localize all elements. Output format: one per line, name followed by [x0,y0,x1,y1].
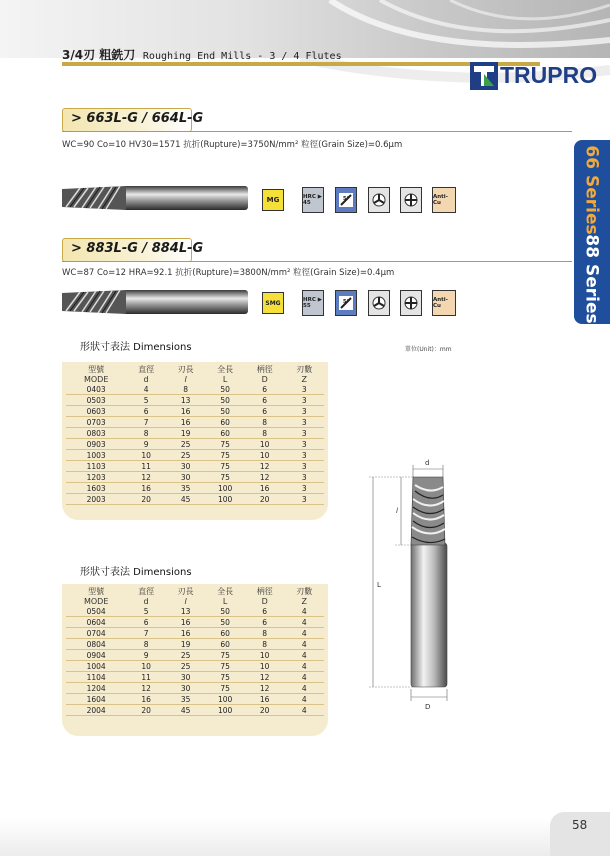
table-cell: 1104 [86,672,106,682]
table-cell: 60 [220,428,230,438]
svg-text:5°: 5° [343,196,349,202]
svg-text:L: L [377,581,381,589]
table-cell: 75 [220,472,230,482]
table-row [66,483,324,494]
table-2-title: 形狀寸表法 Dimensions [80,567,192,578]
table-cell: 4 [301,661,307,671]
table-cell: 1204 [86,683,106,693]
table-2 [66,584,324,716]
table-cell: 3 [301,494,307,504]
four-flute-icon [400,290,422,316]
table-cell: 16 [141,694,151,704]
table-cell: 50 [220,617,230,627]
table-cell: 25 [180,439,191,449]
table-row [66,417,324,428]
table-cell: 3 [301,406,307,416]
table-cell: 4 [301,606,307,616]
table-row [66,494,324,505]
model-spec-1: WC=90 Co=10 HV30=1571 抗折(Rupture)=3750N/mm² 粒徑(Grain Size)=0.6µm [62,140,403,150]
table-cell: 1004 [86,661,106,671]
table-cell: 12 [259,672,270,682]
table-cell: 3 [301,428,307,438]
table-cell: 60 [220,417,230,427]
table-cell: 30 [180,461,191,471]
table-cell: 100 [217,494,233,504]
table-cell: 13 [180,606,191,616]
helix-angle-icon [335,290,357,316]
table-cell: 8 [262,417,268,427]
table-cell: 4 [301,617,307,627]
table-cell: 25 [180,661,191,671]
table-cell: 1103 [86,461,106,471]
table-cell: 12 [259,472,270,482]
table-cell: 6 [262,395,268,405]
column-header [205,362,245,384]
table-1 [66,362,324,505]
table-cell: 1604 [86,694,106,704]
table-cell: 6 [143,406,149,416]
table-row [66,439,324,450]
trupro-logo-icon [470,62,498,90]
table-cell: 6 [262,384,268,394]
end-mill-image-1 [60,183,250,213]
series-66-label: 66 Series [582,145,602,235]
table-row [66,384,324,395]
table-cell: 50 [220,606,230,616]
table-cell: 0703 [86,417,106,427]
column-header [66,584,126,606]
table-cell: 100 [217,705,233,715]
header-cn: 柄徑 [256,587,273,596]
header-en: Z [301,597,307,606]
table-cell: 11 [141,461,151,471]
table-row [66,428,324,439]
table-cell: 16 [259,694,270,704]
page-title [62,46,342,63]
table-cell: 50 [220,395,230,405]
table-cell: 0504 [86,606,106,616]
column-header [66,362,126,384]
table-cell: 3 [301,395,307,405]
table-cell: 4 [301,694,307,704]
table-cell: 10 [259,661,270,671]
header-en: d [143,375,149,384]
title-main: 3/4刃 粗銑刀 [62,48,136,62]
table-row [66,672,324,683]
table-cell: 45 [180,705,191,715]
table-cell: 60 [220,628,230,638]
svg-text:5°: 5° [343,299,349,305]
header-cn: 刃長 [177,365,194,374]
table-cell: 10 [259,439,270,449]
header-en: l [184,375,187,384]
table-cell: 50 [220,384,230,394]
table-cell: 20 [141,494,151,504]
center-cut-icon [368,187,390,213]
table-cell: 4 [301,628,307,638]
table-cell: 25 [180,650,191,660]
header-cn: 型號 [88,587,105,596]
column-header [166,584,206,606]
divider [62,261,572,262]
table-cell: 100 [217,483,233,493]
table-cell: 4 [143,384,149,394]
table-cell: 12 [141,683,151,693]
header-en: L [222,597,228,606]
table-cell: 10 [259,650,270,660]
header-en: MODE [83,597,109,606]
table-cell: 8 [262,639,268,649]
table-cell: 13 [180,395,191,405]
logo-text: TRUPRO [500,62,598,88]
table-cell: 75 [220,461,230,471]
table-cell: 12 [259,461,270,471]
table-cell: 75 [220,683,230,693]
header-cn: 刃長 [177,587,194,596]
table-row [66,694,324,705]
table-row [66,683,324,694]
model-heading-2: > 883L-G / 884L-G [62,238,192,262]
table-cell: 0704 [86,628,106,638]
hrc-badge: HRC ▶ 55 [302,290,324,316]
table-cell: 8 [143,428,149,438]
table-cell: 8 [143,639,149,649]
column-header [284,584,324,606]
title-underline [62,62,540,66]
table-row [66,617,324,628]
table-cell: 11 [141,672,151,682]
table-row [66,661,324,672]
table-cell: 4 [301,683,307,693]
table-cell: 4 [301,650,307,660]
table-cell: 12 [259,683,270,693]
table-cell: 16 [180,628,191,638]
table-cell: 1603 [86,483,106,493]
header-en: l [184,597,187,606]
table-cell: 0904 [86,650,106,660]
header-en: D [261,597,268,606]
table-row [66,406,324,417]
table-cell: 35 [180,483,191,493]
table-cell: 2004 [86,705,106,715]
table-cell: 19 [180,639,191,649]
table-cell: 10 [141,661,151,671]
anti-cu-badge: Anti-Cu [432,290,456,316]
table-cell: 75 [220,661,230,671]
table-cell: 8 [262,628,268,638]
hrc-badge: HRC ▶ 45 [302,187,324,213]
table-cell: 3 [301,384,307,394]
series-88-label: 88 Series [582,234,602,324]
table-cell: 9 [143,439,149,449]
table-cell: 30 [180,672,191,682]
smg-badge: SMG [262,292,284,314]
table-cell: 35 [180,694,191,704]
helix-angle-icon [335,187,357,213]
table-row [66,650,324,661]
dimensions-table-2 [62,584,328,736]
table-cell: 3 [301,417,307,427]
column-header [245,362,285,384]
header-cn: 直徑 [138,587,155,596]
table-cell: 3 [301,439,307,449]
table-cell: 12 [141,472,151,482]
table-cell: 8 [183,384,189,394]
table-cell: 4 [301,639,307,649]
header-en: L [222,375,228,384]
end-mill-image-2 [60,288,250,316]
anti-cu-badge: Anti-Cu [432,187,456,213]
header-cn: 刃數 [296,587,313,596]
table-cell: 20 [259,494,270,504]
table-cell: 0604 [86,617,106,627]
column-header [284,362,324,384]
table-cell: 6 [143,617,149,627]
column-header [166,362,206,384]
table-cell: 75 [220,450,230,460]
table-cell: 16 [180,417,191,427]
header-en: d [143,597,149,606]
table-cell: 16 [180,617,191,627]
table-cell: 50 [220,406,230,416]
table-cell: 3 [301,450,307,460]
table-cell: 0603 [86,406,106,416]
svg-text:l: l [396,507,398,515]
unit-label: 單位(Unit)：mm [405,346,452,353]
mg-badge: MG [262,189,284,211]
column-header [205,584,245,606]
page-number: 58 [572,818,588,832]
table-row [66,450,324,461]
table-cell: 75 [220,672,230,682]
table-cell: 10 [259,450,270,460]
table-cell: 75 [220,439,230,449]
header-cn: 型號 [88,365,105,374]
table-row [66,395,324,406]
table-cell: 6 [262,606,268,616]
table-cell: 20 [259,705,270,715]
svg-text:D: D [425,703,431,711]
header-en: D [261,375,268,384]
divider [62,131,572,132]
table-cell: 6 [262,406,268,416]
header-cn: 全長 [217,587,234,596]
table-cell: 10 [141,450,151,460]
header-cn: 柄徑 [256,365,273,374]
table-cell: 5 [143,395,149,405]
table-cell: 45 [180,494,191,504]
header-en: MODE [83,375,109,384]
table-cell: 100 [217,694,233,704]
table-cell: 16 [180,406,191,416]
column-header [245,584,285,606]
header-en: Z [301,375,307,384]
table-cell: 60 [220,639,230,649]
table-cell: 9 [143,650,149,660]
title-sub: Roughing End Mills - 3 / 4 Flutes [142,51,342,62]
table-cell: 2003 [86,494,106,504]
model-heading-1: > 663L-G / 664L-G [62,108,192,132]
column-header [126,584,166,606]
header-cn: 直徑 [138,365,155,374]
table-row [66,472,324,483]
table-cell: 19 [180,428,191,438]
table-cell: 7 [143,417,149,427]
four-flute-icon [400,187,422,213]
table-cell: 4 [301,672,307,682]
table-cell: 5 [143,606,149,616]
table-cell: 0803 [86,428,106,438]
table-cell: 1203 [86,472,106,482]
end-mill-diagram [355,455,475,720]
table-cell: 0903 [86,439,106,449]
table-cell: 0804 [86,639,106,649]
footer-band [0,818,610,856]
table-row [66,461,324,472]
table-cell: 6 [262,617,268,627]
table-cell: 7 [143,628,149,638]
table-cell: 3 [301,483,307,493]
table-cell: 75 [220,650,230,660]
table-cell: 0503 [86,395,106,405]
dimensions-table-1 [62,362,328,520]
table-cell: 0403 [86,384,106,394]
table-cell: 1003 [86,450,106,460]
header-cn: 全長 [217,365,234,374]
table-cell: 16 [259,483,270,493]
table-row [66,639,324,650]
table-cell: 3 [301,472,307,482]
center-cut-icon [368,290,390,316]
table-row [66,705,324,716]
table-cell: 4 [301,705,307,715]
column-header [126,362,166,384]
table-cell: 25 [180,450,191,460]
table-1-title: 形狀寸表法 Dimensions [80,342,192,353]
header-cn: 刃數 [296,365,313,374]
table-cell: 30 [180,683,191,693]
table-cell: 8 [262,428,268,438]
table-cell: 16 [141,483,151,493]
model-spec-2: WC=87 Co=12 HRA=92.1 抗折(Rupture)=3800N/mm² 粒徑(Grain Size)=0.4µm [62,268,395,278]
table-cell: 30 [180,472,191,482]
table-cell: 20 [141,705,151,715]
table-row [66,606,324,617]
svg-text:d: d [425,459,430,467]
table-cell: 3 [301,461,307,471]
table-row [66,628,324,639]
